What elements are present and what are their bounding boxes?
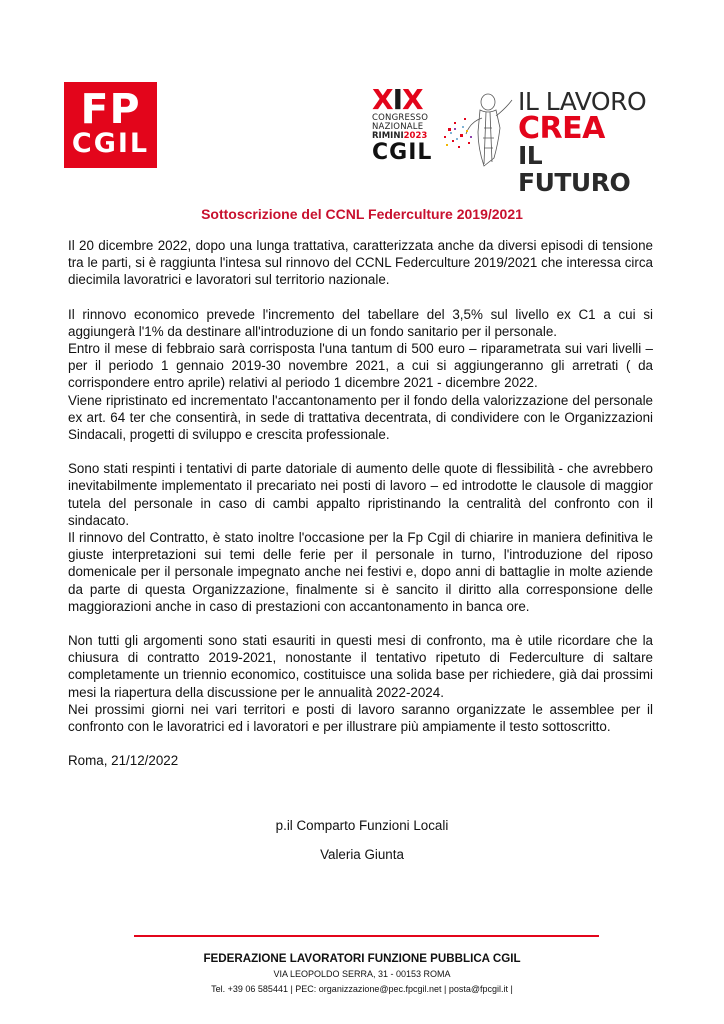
- paragraph-gap: [68, 289, 653, 306]
- paragraph: Il rinnovo economico prevede l'incremento del tabellare del 3,5% sul livello ex C1 a cui si aggiungerà l'1% da destinare all'introduzione di un fondo sanitario per il personale.: [68, 306, 653, 339]
- paragraph-gap: [68, 735, 653, 752]
- footer-organization: FEDERAZIONE LAVORATORI FUNZIONE PUBBLICA CGIL: [203, 952, 521, 965]
- footer-address: VIA LEOPOLDO SERRA, 31 - 00153 ROMA: [273, 969, 451, 979]
- document-body: [68, 237, 653, 769]
- congress-city: RIMINI2023: [372, 131, 428, 141]
- congress-line-1: CONGRESSO: [372, 113, 429, 123]
- paragraph: Il rinnovo del Contratto, è stato inoltre l'occasione per la Fp Cgil di chiarire in maniera definitiva le giuste interpretazioni sui temi delle ferie per il personale in turno, l'introduzione del riposo domenicale per il personale impegnato anche nei festivi e, dopo anni di battaglie in molte aziende da parte di questa Organizzazione, finalmente si è sancito il diritto alla corresponsione delle maggiorazioni anche in caso di prestazioni con accantonamento in banca ore.: [68, 530, 653, 614]
- slogan-line-3: IL FUTURO: [518, 141, 631, 197]
- logo-fp-text: FP: [80, 85, 141, 133]
- paragraph: Il 20 dicembre 2022, dopo una lunga trattativa, caratterizzata anche da diversi episodi di tensione tra le parti, si è raggiunta l'intesa sul rinnovo del CCNL Federculture 2019/2021 che interessa circa diecimila lavoratrici e lavoratori sul territorio nazionale.: [68, 238, 653, 288]
- signature-role: p.il Comparto Funzioni Locali: [275, 818, 449, 833]
- paragraph: Entro il mese di febbraio sarà corrisposta l'una tantum di 500 euro – riparametrata sui vari livelli – per il periodo 1 gennaio 2019-30 novembre 2021, a cui si aggiungeranno gli arretrati ( da corrispondere entro aprile) relativi al periodo 1 dicembre 2021 - dicembre 2022.: [68, 341, 653, 391]
- congress-logo: [372, 83, 442, 168]
- signature-name: Valeria Giunta: [320, 847, 404, 862]
- slogan-line-1: IL LAVORO: [518, 87, 647, 116]
- fp-cgil-logo: [64, 82, 157, 168]
- footer-divider: [134, 935, 599, 937]
- paragraph-gap: [68, 443, 653, 460]
- paragraph: Viene ripristinato ed incrementato l'accantonamento per il fondo della valorizzazione del personale ex art. 64 ter che consentirà, in sede di trattativa decentrata, di condividere con le Organizzazioni Sindacali, progetti di sviluppo e crescita professionale.: [68, 392, 653, 443]
- slogan-line-2: CREA: [518, 111, 605, 146]
- footer-contact: Tel. +39 06 585441 | PEC: organizzazione@pec.fpcgil.net | posta@fpcgil.it |: [211, 984, 513, 994]
- paragraph: Nei prossimi giorni nei vari territori e posti di lavoro saranno organizzate le assemblee per il confronto con le lavoratrici ed i lavoratori e per illustrare più ampiamente il testo sottoscritto.: [68, 701, 653, 735]
- paragraph: Sono stati respinti i tentativi di parte datoriale di aumento delle quote di flessibilità - che avrebbero inevitabilmente implementato il precariato nei posti di lavoro – ed introdotte le clausole di maggior tutela del personale in caso di cambi appalto ripristinando la centralità del confronto con il sindacato.: [68, 461, 653, 528]
- document-title: Sottoscrizione del CCNL Federculture 2019/2021: [201, 206, 523, 222]
- paragraph-gap: [68, 615, 653, 632]
- date-line: Roma, 21/12/2022: [68, 753, 179, 769]
- logo-cgil-text: CGIL: [71, 128, 150, 159]
- congress-cgil-text: CGIL: [372, 140, 433, 165]
- sculpture-illustration: [440, 88, 520, 170]
- paragraph: Non tutti gli argomenti sono stati esauriti in questi mesi di confronto, ma è utile ricordare che la chiusura di contratto 2019-2021, nonostante il tentativo ripetuto di Federculture di saltare completamente un triennio economico, costituisce una solida base per richiedere, già dai prossimi mesi la riapertura della discussione per le annualità 2022-2024.: [68, 633, 653, 700]
- congress-line-2: NAZIONALE: [372, 122, 424, 132]
- congress-roman-numeral: XIX: [372, 83, 423, 116]
- slogan: [518, 88, 648, 196]
